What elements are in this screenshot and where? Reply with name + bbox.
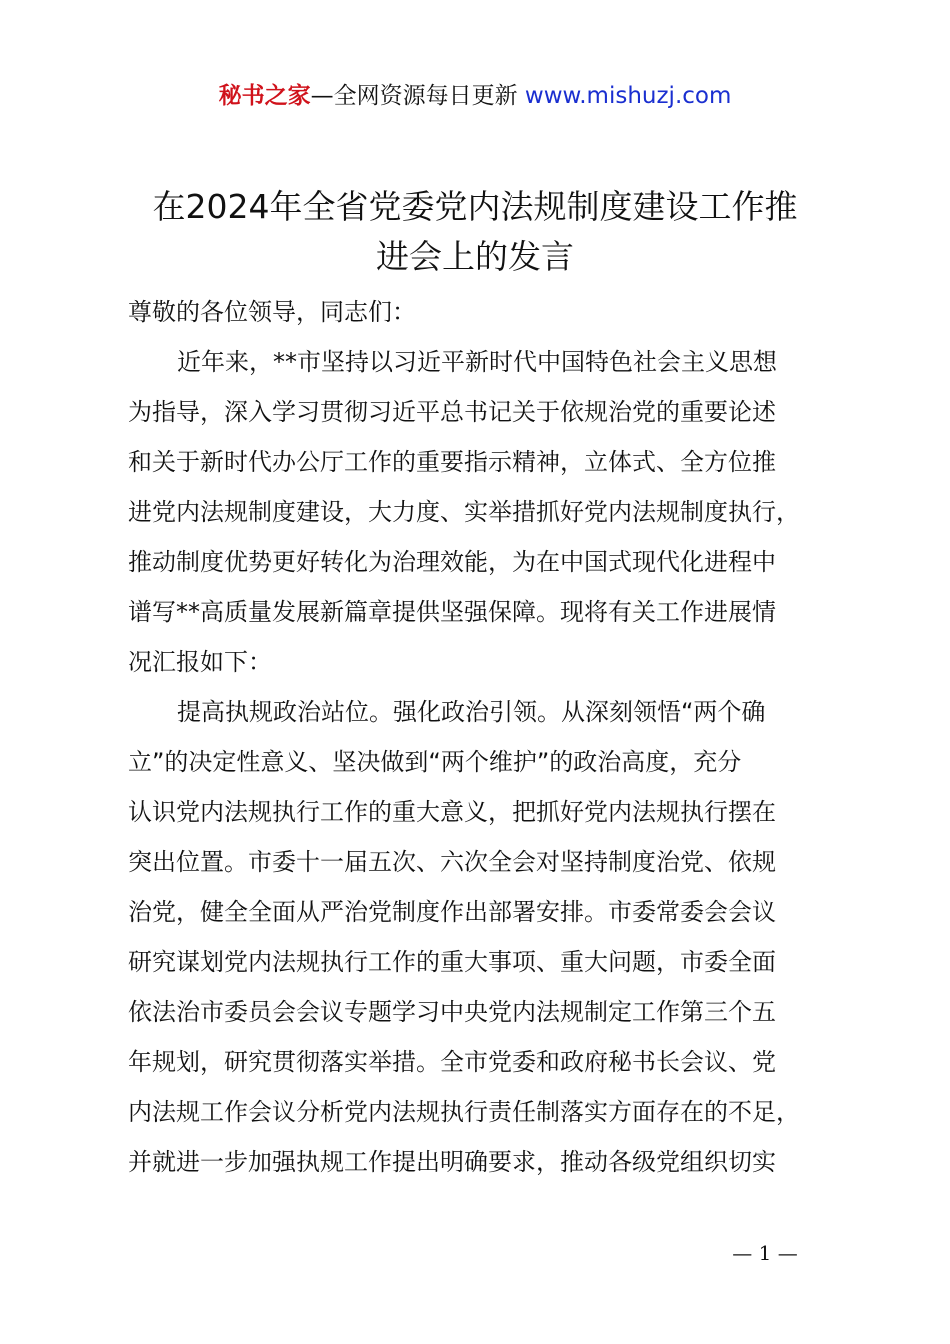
- site-header: [0, 80, 950, 112]
- title-line-2: 进会上的发言: [376, 237, 574, 276]
- paragraph-2-line: 提高执规政治站位。强化政治引领。从深刻领悟“两个确: [177, 698, 766, 726]
- site-brand: 秘书之家: [218, 83, 311, 109]
- paragraph-2-line: 立”的决定性意义、坚决做到“两个维护”的政治高度，充分: [128, 748, 742, 776]
- paragraph-2-line: 治党，健全全面从严治党制度作出部署安排。市委常委会会议: [128, 898, 776, 926]
- page-number: — 1 —: [732, 1241, 798, 1265]
- paragraph-2-line: 研究谋划党内法规执行工作的重大事项、重大问题，市委全面: [128, 948, 776, 976]
- site-url-link[interactable]: www.mishuzj.com: [524, 83, 732, 109]
- document-title: [110, 182, 840, 282]
- paragraph-1-line: 谱写**高质量发展新篇章提供坚强保障。现将有关工作进展情: [128, 598, 776, 626]
- document-body: [128, 287, 833, 1187]
- paragraph-2-line: 认识党内法规执行工作的重大意义，把抓好党内法规执行摆在: [128, 798, 776, 826]
- salutation: 尊敬的各位领导，同志们：: [128, 298, 416, 326]
- paragraph-1-line: 况汇报如下：: [128, 648, 272, 676]
- paragraph-2-line: 并就进一步加强执规工作提出明确要求，推动各级党组织切实: [128, 1148, 776, 1176]
- paragraph-1-line: 进党内法规制度建设，大力度、实举措抓好党内法规制度执行，: [128, 498, 800, 526]
- title-line-1: 在2024年全省党委党内法规制度建设工作推: [152, 187, 798, 226]
- paragraph-2-line: 突出位置。市委十一届五次、六次全会对坚持制度治党、依规: [128, 848, 776, 876]
- paragraph-1-line: 为指导，深入学习贯彻习近平总书记关于依规治党的重要论述: [128, 398, 776, 426]
- paragraph-2-line: 依法治市委员会会议专题学习中央党内法规制定工作第三个五: [128, 998, 776, 1026]
- paragraph-1-line: 和关于新时代办公厅工作的重要指示精神，立体式、全方位推: [128, 448, 776, 476]
- paragraph-1-line: 近年来，**市坚持以习近平新时代中国特色社会主义思想: [177, 348, 777, 376]
- paragraph-1-line: 推动制度优势更好转化为治理效能，为在中国式现代化进程中: [128, 548, 776, 576]
- paragraph-2-line: 年规划，研究贯彻落实举措。全市党委和政府秘书长会议、党: [128, 1048, 776, 1076]
- paragraph-2-line: 内法规工作会议分析党内法规执行责任制落实方面存在的不足，: [128, 1098, 800, 1126]
- site-tagline: —全网资源每日更新: [310, 83, 525, 109]
